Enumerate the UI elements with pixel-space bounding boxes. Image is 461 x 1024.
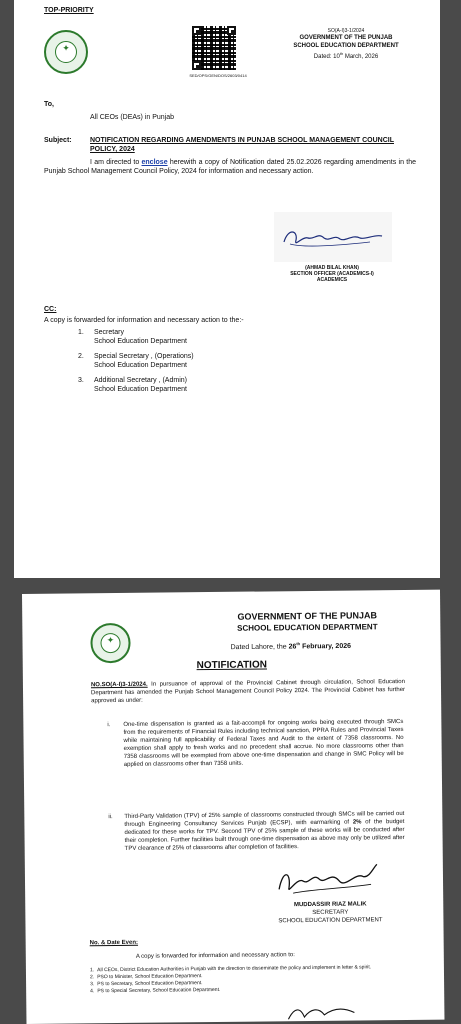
signatory-unit: ACADEMICS [316,277,348,283]
forward-list [90,964,408,995]
punjab-govt-logo-icon: ✦ [44,30,88,74]
priority-label: TOP-PRIORITY [44,7,94,14]
letter-header [276,28,416,61]
notification-heading: NOTIFICATION [196,659,268,672]
signature-fragment [284,1002,374,1021]
no-date-label: No. & Date Even: [89,939,139,947]
notification-item: Third-Party Validation (TPV) of 25% sample of classrooms constructed through SMCs will be carried out through Engineering Consultancy Services Punjab (ECSP), with earmarking of 2% of the budget dedicated for these works for TPV. Second TPV of 25% sample of these works will be conducted after their completion. Further facilities built through one-time dispensation as above may only be utilized after TPV clearance of 25% of classrooms after completion of facilities. [124,811,405,852]
notification-header [202,610,412,634]
to-label: To, [44,101,54,108]
subject-text: NOTIFICATION REGARDING AMENDMENTS IN PUNJAB SCHOOL MANAGEMENT COUNCIL POLICY, 2024 [90,137,394,153]
item-number: i. [107,722,111,729]
notification-page [22,590,444,1024]
body-paragraph: I am directed to enclose herewith a copy of Notification dated 25.02.2026 regarding amendments in the Punjab School Management Council Policy, 2024 for information and necessary action. [44,159,416,175]
signatory-title: SECRETARY [312,909,349,916]
item-number: ii. [108,814,113,821]
to-recipient: All CEOs (DEAs) in Punjab [90,114,175,121]
qr-code-icon [192,26,236,70]
dept-title: SCHOOL EDUCATION DEPARTMENT [237,622,378,633]
list-item: 1. All CEOs, District Education Authorities in Punjab with the direction to disseminate the policy and implement in letter & spirit. [89,964,372,974]
signatory-title: SECTION OFFICER (ACADEMICS-I) [290,271,374,277]
secretary-block [245,900,415,926]
qr-code-caption: SED/OPS/GEN/DOS/2603/0414 [189,73,247,78]
list-item: 4. PS to Special Secretary, School Education Department. [90,986,221,995]
list-item: 3. PS to Secretary, School Education Department. [90,980,203,988]
notification-item: One-time dispensation is granted as a fait-accompli for ongoing works being executed through SMCs from the requirements of Financial Rules including technical sanction, PPRA Rules and Provincial Taxes while maintaining full applicability of Federal Taxes and Audit to the extent of 7358 classrooms. No exemption shall apply to fresh works and no precedent shall accrue. No more classrooms other than 7358 classrooms will be exempted from above one-time dispensation and change in SMC Policy will be applied on classrooms other than 7358 units. [123,719,404,768]
signature-image [273,858,381,899]
signatory-name: (AHMAD BILAL KHAN) [305,265,359,271]
dept-title: SCHOOL EDUCATION DEPARTMENT [293,43,399,49]
enclose-link[interactable]: enclose [141,159,168,166]
cc-intro: A copy is forwarded for information and necessary action to the:- [44,317,244,324]
punjab-govt-logo-icon: ✦ [90,623,130,663]
letter-page: TOP-PRIORITY ✦ SED/OPS/GEN/DOS/2603/0414 SO(A-I)3-1/2024 GOVERNMENT OF THE PUNJAB SCHOOL EDUCATION DEPARTMENT Dated: 10th March, 2026 To, All CEOs (DEAs) in Punjab Subject: NOTIFICATION REGARDING AMENDMENTS IN PUNJAB SCHOOL MANAGEMENT COUNCIL POLICY, 2024 I am directed to enclose herewith a copy of Notification dated 25.02.2026 regarding amendments in the Punjab School Management Council Policy, 2024 for information and necessary action. (AHMAD BILAL KHAN) SECTION OFFICER (ACADEMICS-I) ACADEMICS CC: A copy is forwarded for information and necessary action to the:- 1. Secretary School Education Department 2. Special Secretary , (Operations) School Education Department 3. Additional Secretary , (Admin) School Education Department [14,0,440,578]
subject-label: Subject: [44,137,72,144]
gov-title: GOVERNMENT OF THE PUNJAB [237,610,378,622]
signatory-dept: SCHOOL EDUCATION DEPARTMENT [278,917,383,925]
reference-number: SO(A-I)3-1/2024 [327,28,365,34]
letter-date: Dated: 10th March, 2026 [313,51,379,60]
notification-intro: NO.SO(A-I)3-1/2024. In pursuance of approval of the Provincial Cabinet through circulation, School Education Department has amended the Punjab School Management Council Policy 2024. The Provincial Cabinet has further approved as under: [90,678,406,705]
signatory-name: MUDDASSIR RIAZ MALIK [293,901,367,909]
gov-title: GOVERNMENT OF THE PUNJAB [299,35,393,41]
forward-intro: A copy is forwarded for information and necessary action to: [135,952,295,960]
cc-label: CC: [44,306,57,313]
notification-date: Dated Lahore, the 26th February, 2026 [230,641,352,652]
signature-image [274,212,392,262]
list-item: 2. PSO to Minister, School Education Department. [89,973,203,981]
signatory-block [242,265,422,283]
